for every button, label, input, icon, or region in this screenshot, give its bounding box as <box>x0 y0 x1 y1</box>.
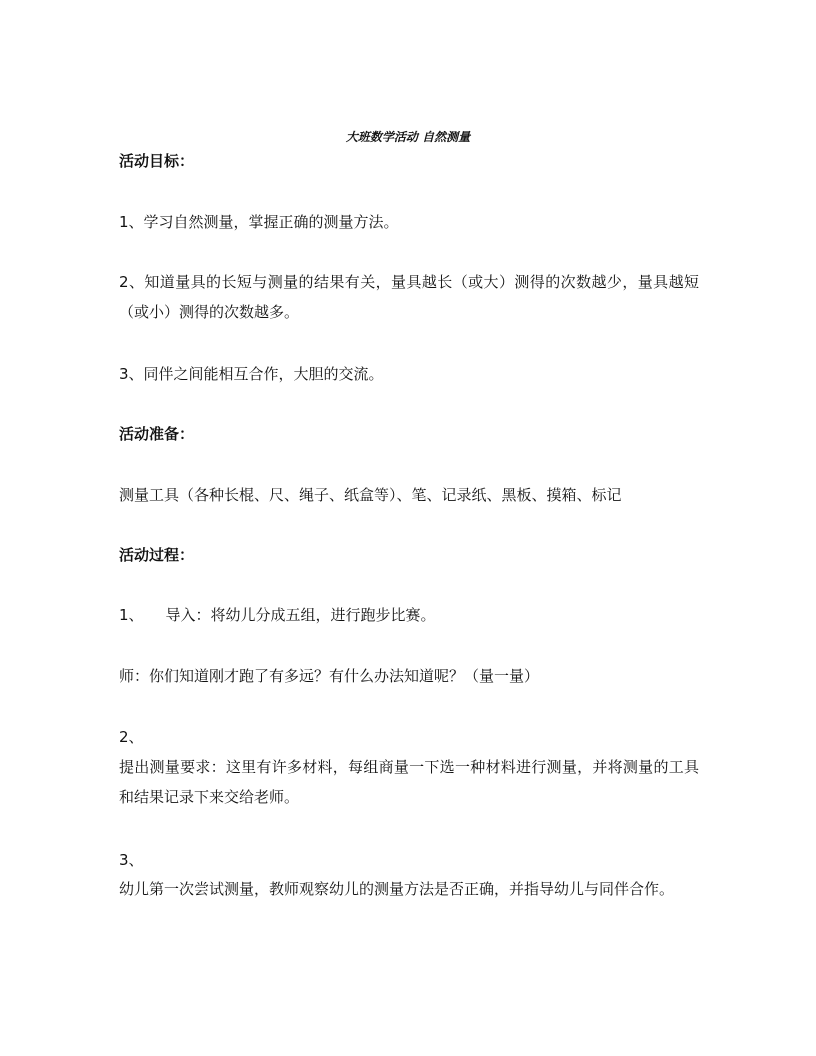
step-1-number: 1、 <box>119 606 144 624</box>
step-2-text: 提出测量要求：这里有许多材料，每组商量一下选一种材料进行测量，并将测量的工具和结果记录下来交给老师。 <box>119 758 699 806</box>
prep-text: 测量工具（各种长棍、尺、绳子、纸盒等）、笔、记录纸、黑板、摸箱、标记 <box>119 486 622 504</box>
step-3-number: 3、 <box>119 851 144 869</box>
step-1 <box>119 605 699 625</box>
goal-item-3: 3、同伴之间能相互合作，大胆的交流。 <box>119 365 384 383</box>
process-heading: 活动过程： <box>119 546 195 564</box>
document-title: 大班数学活动 自然测量 <box>345 130 471 144</box>
step-1-text: 导入：将幼儿分成五组，进行跑步比赛。 <box>165 606 436 624</box>
step-2-number: 2、 <box>119 728 144 746</box>
goal-item-2: 2、知道量具的长短与测量的结果有关，量具越长（或大）测得的次数越少，量具越短（或小）测得的次数越多。 <box>119 273 699 321</box>
goal-item-1: 1、学习自然测量，掌握正确的测量方法。 <box>119 213 399 231</box>
step-1-teacher-line: 师：你们知道刚才跑了有多远？有什么办法知道呢？（量一量） <box>119 667 540 685</box>
prep-heading: 活动准备： <box>119 425 195 443</box>
goals-heading: 活动目标： <box>119 152 195 170</box>
step-3-text: 幼儿第一次尝试测量，教师观察幼儿的测量方法是否正确，并指导幼儿与同伴合作。 <box>119 880 675 898</box>
